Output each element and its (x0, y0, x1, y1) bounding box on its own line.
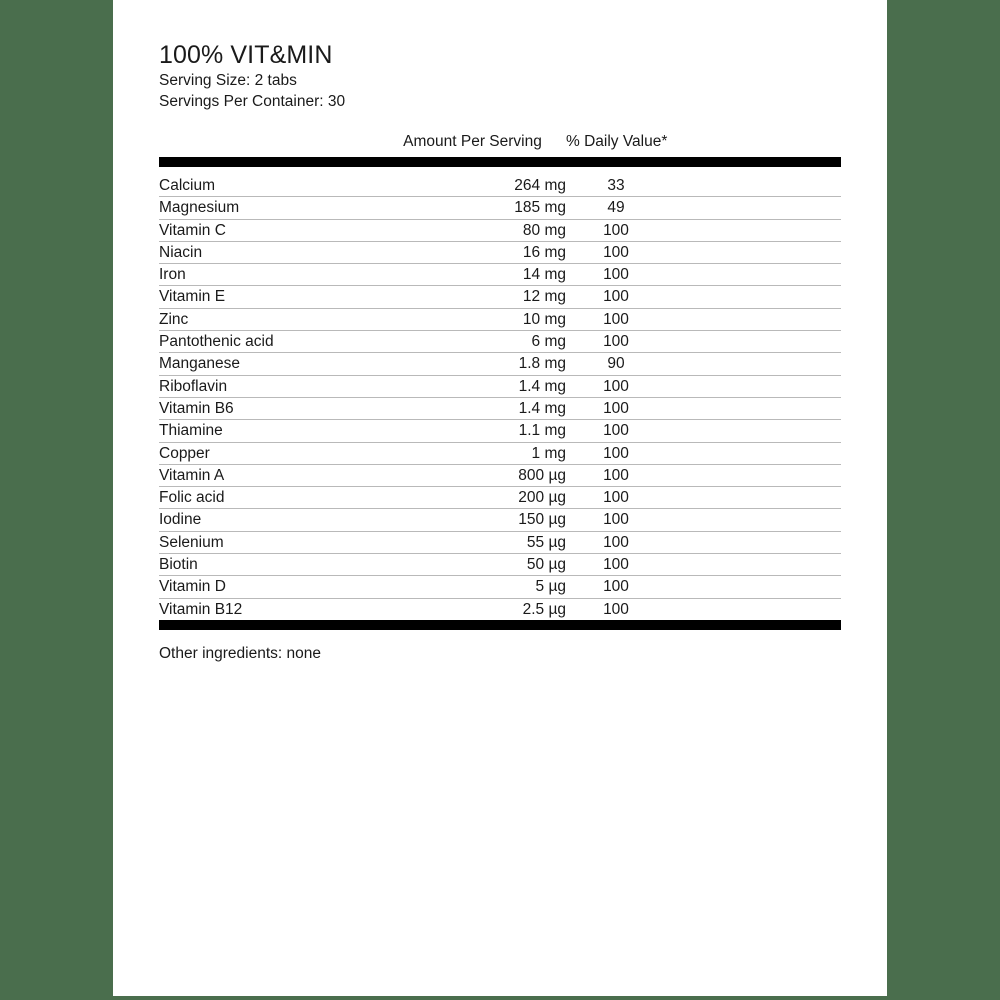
nutrient-amount: 1.8 mg (379, 353, 566, 375)
nutrient-daily-value (566, 464, 841, 486)
nutrient-daily-value-text: 100 (603, 444, 629, 462)
bottom-thick-rule-cell (159, 620, 841, 630)
label-header (159, 40, 859, 112)
nutrient-amount: 16 mg (379, 241, 566, 263)
nutrient-daily-value (566, 219, 841, 241)
nutrient-amount: 2.5 µg (522, 600, 566, 618)
nutrient-daily-value (566, 375, 841, 397)
top-thick-rule-row (159, 157, 841, 167)
nutrient-name: Pantothenic acid (159, 331, 379, 353)
table-header-row (159, 133, 841, 157)
column-header-amount-per-serving: Amount Per Serving (403, 133, 542, 150)
table-row (159, 531, 841, 553)
nutrient-amount: 6 mg (379, 331, 566, 353)
table-row (159, 576, 841, 598)
nutrient-name: Manganese (159, 353, 379, 375)
nutrient-amount: 80 mg (379, 219, 566, 241)
nutrient-name: Zinc (159, 308, 379, 330)
bottom-thick-rule (159, 620, 841, 630)
nutrient-daily-value-text: 100 (603, 556, 629, 574)
nutrient-name: Biotin (159, 554, 379, 576)
nutrient-daily-value-text: 90 (607, 355, 625, 373)
nutrient-amount: 200 µg (379, 487, 566, 509)
servings-per-container: Servings Per Container: 30 (159, 93, 346, 110)
table-row (159, 509, 841, 531)
nutrient-name: Folic acid (159, 487, 379, 509)
table-row (159, 308, 841, 330)
nutrient-daily-value (566, 420, 841, 442)
column-header-daily-value: % Daily Value* (566, 133, 668, 150)
table-row (159, 420, 841, 442)
nutrient-amount: 14 mg (379, 264, 566, 286)
top-thick-rule-cell (159, 157, 841, 167)
nutrient-amount: 5 µg (379, 576, 566, 598)
nutrient-daily-value-text: 100 (603, 533, 629, 551)
nutrient-daily-value-text: 100 (603, 489, 629, 507)
nutrient-daily-value (566, 576, 841, 598)
table-row (159, 286, 841, 308)
nutrient-amount: 800 µg (379, 464, 566, 486)
nutrient-name: Selenium (159, 531, 379, 553)
nutrient-name: Vitamin E (159, 286, 379, 308)
column-header-nutrient (159, 133, 379, 157)
table-row (159, 175, 841, 197)
nutrient-daily-value-text: 100 (603, 377, 629, 395)
nutrient-daily-value (566, 175, 841, 197)
nutrient-daily-value (566, 509, 841, 531)
nutrient-amount: 1.4 mg (379, 397, 566, 419)
nutrient-name: Copper (159, 442, 379, 464)
table-row (159, 353, 841, 375)
nutrient-daily-value-text: 100 (603, 288, 629, 306)
table-row (159, 487, 841, 509)
nutrient-daily-value (566, 197, 841, 219)
nutrient-amount: 1.4 mg (379, 375, 566, 397)
nutrient-daily-value-text: 100 (603, 578, 629, 596)
header-gap-row (159, 167, 841, 175)
nutrient-amount: 10 mg (379, 308, 566, 330)
nutrient-daily-value (566, 308, 841, 330)
nutrient-daily-value-text: 100 (603, 243, 629, 261)
nutrient-name: Niacin (159, 241, 379, 263)
table-row (159, 442, 841, 464)
nutrient-daily-value-text: 100 (603, 422, 629, 440)
nutrient-amount: 1 mg (379, 442, 566, 464)
table-row (159, 264, 841, 286)
nutrient-daily-value (566, 531, 841, 553)
nutrient-daily-value (566, 241, 841, 263)
table-row (159, 331, 841, 353)
table-row (159, 197, 841, 219)
table-footer (159, 620, 841, 630)
table-row (159, 241, 841, 263)
nutrient-amount: 185 mg (379, 197, 566, 219)
nutrient-daily-value (566, 554, 841, 576)
nutrient-daily-value-text: 100 (603, 333, 629, 351)
nutrient-daily-value-text: 100 (603, 266, 629, 284)
nutrient-amount: 50 µg (379, 554, 566, 576)
nutrient-name: Vitamin A (159, 464, 379, 486)
serving-size: Serving Size: 2 tabs (159, 72, 297, 89)
top-thick-rule (159, 157, 841, 167)
label-sheet (113, 0, 887, 996)
nutrient-daily-value (566, 286, 841, 308)
nutrient-daily-value (566, 397, 841, 419)
nutrient-amount: 150 µg (379, 509, 566, 531)
header-gap-cell (159, 167, 841, 175)
nutrient-daily-value (566, 487, 841, 509)
nutrient-daily-value-text: 100 (603, 221, 629, 239)
nutrient-name: Vitamin B12 (159, 600, 243, 618)
nutrient-daily-value-text: 100 (603, 310, 629, 328)
nutrient-daily-value (566, 442, 841, 464)
nutrient-daily-value-text: 100 (603, 399, 629, 417)
nutrient-name: Iron (159, 264, 379, 286)
table-body (159, 175, 841, 620)
nutrient-daily-value (566, 598, 841, 620)
nutrient-name: Riboflavin (159, 375, 379, 397)
nutrient-daily-value (566, 353, 841, 375)
nutrient-amount: 55 µg (379, 531, 566, 553)
supplement-facts-table (159, 133, 841, 630)
nutrient-name: Vitamin D (159, 576, 379, 598)
nutrient-name: Vitamin C (159, 219, 379, 241)
nutrient-daily-value-text: 49 (607, 199, 625, 217)
nutrient-amount: 1.1 mg (379, 420, 566, 442)
table-row (159, 219, 841, 241)
nutrient-daily-value-text: 100 (603, 511, 629, 529)
nutrient-daily-value-text: 100 (603, 600, 629, 618)
other-ingredients: Other ingredients: none (159, 645, 321, 662)
nutrient-daily-value-text: 100 (603, 466, 629, 484)
nutrient-name: Vitamin B6 (159, 397, 379, 419)
nutrient-amount: 12 mg (379, 286, 566, 308)
nutrient-daily-value (566, 264, 841, 286)
table-row (159, 554, 841, 576)
product-title: 100% VIT&MIN (159, 41, 333, 69)
nutrient-name: Thiamine (159, 420, 379, 442)
table-row (159, 598, 841, 620)
table-row (159, 397, 841, 419)
nutrient-name: Calcium (159, 175, 379, 197)
nutrient-name: Iodine (159, 509, 379, 531)
nutrient-daily-value (566, 331, 841, 353)
table-row (159, 464, 841, 486)
bottom-thick-rule-row (159, 620, 841, 630)
nutrient-daily-value-text: 33 (607, 177, 625, 194)
table-row (159, 375, 841, 397)
nutrient-name: Magnesium (159, 197, 379, 219)
table-header (159, 133, 841, 175)
nutrient-amount: 264 mg (379, 175, 566, 197)
